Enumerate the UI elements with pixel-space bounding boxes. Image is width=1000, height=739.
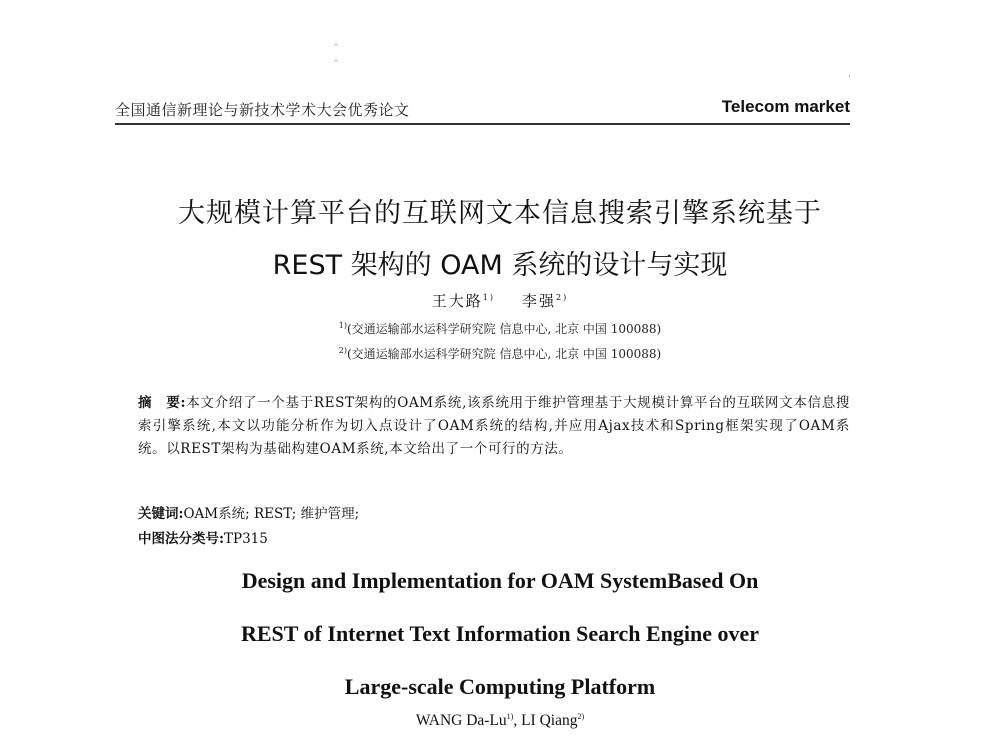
- classification-code: TP315: [223, 531, 268, 547]
- keywords-label: 关键词:: [138, 506, 184, 522]
- affiliation-1: [0, 320, 1000, 337]
- scan-speck: [334, 44, 338, 45]
- keywords: [138, 502, 359, 522]
- author-separator: ,: [513, 712, 522, 730]
- classification: [138, 527, 268, 547]
- affiliation-1-text: (交通运输部水运科学研究院 信息中心, 北京 中国 100088): [346, 322, 662, 336]
- title-en-line3: Large-scale Computing Platform: [344, 674, 656, 699]
- journal-name: Telecom market: [721, 97, 850, 116]
- author-en-1: WANG Da-Lu: [415, 712, 507, 730]
- running-header: [115, 97, 850, 125]
- title-cn-line2: REST 架构的 OAM 系统的设计与实现: [272, 250, 728, 281]
- scan-speck: [334, 60, 338, 61]
- abstract-label: 摘 要:: [138, 395, 187, 411]
- abstract-text: 本文介绍了一个基于REST架构的OAM系统,该系统用于维护管理基于大规模计算平台的互联网文本信息搜索引擎系统,本文以功能分析作为切入点设计了OAM系统的结构,并应用Ajax技术和Spring框架实现了OAM系统。以REST架构为基础构建OAM系统,本文给出了一个可行的方法。: [138, 395, 850, 457]
- author-cn-2: 李强: [522, 292, 557, 310]
- abstract: [138, 392, 850, 461]
- keywords-text: OAM系统; REST; 维护管理;: [183, 506, 360, 522]
- author-en-1-mark: 1): [506, 712, 514, 721]
- title-en-line1: Design and Implementation for OAM SystemBased On: [241, 568, 759, 593]
- author-cn-1-mark: 1): [482, 293, 495, 302]
- journal-section-title: 全国通信新理论与新技术学术大会优秀论文: [115, 101, 410, 119]
- scan-speck: [849, 74, 850, 77]
- affiliation-2-mark: 2): [338, 346, 347, 355]
- affiliation-2: [0, 345, 1000, 362]
- authors-cn: [0, 290, 1000, 311]
- title-en-line2: REST of Internet Text Information Search Engine over: [240, 621, 760, 646]
- header-rule: [115, 123, 850, 125]
- title-cn-line1: 大规模计算平台的互联网文本信息搜索引擎系统基于: [178, 198, 822, 229]
- author-cn-2-mark: 2): [556, 293, 569, 302]
- author-cn-1: 王大路: [431, 292, 483, 310]
- affiliation-1-mark: 1): [338, 321, 347, 330]
- authors-en: [0, 712, 1000, 730]
- affiliation-2-text: (交通运输部水运科学研究院 信息中心, 北京 中国 100088): [346, 347, 662, 361]
- author-en-2: LI Qiang: [521, 712, 578, 730]
- author-en-2-mark: 2): [577, 712, 585, 721]
- classification-label: 中图法分类号:: [138, 531, 224, 547]
